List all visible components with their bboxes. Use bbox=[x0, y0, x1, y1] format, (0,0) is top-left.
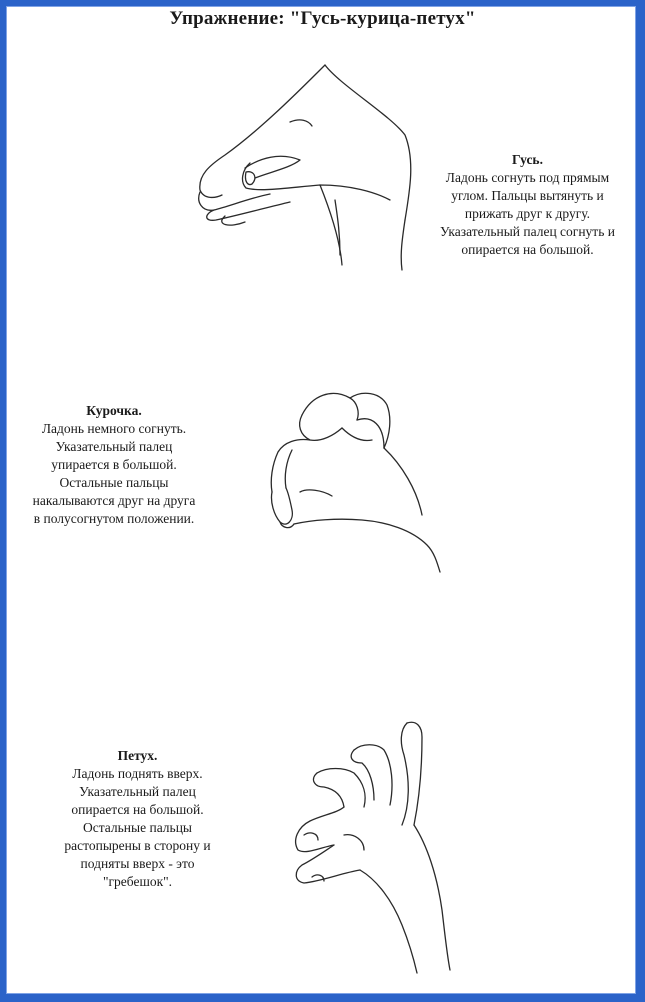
goose-line-1: Ладонь согнуть под прямым bbox=[445, 170, 610, 185]
hen-heading: Курочка. bbox=[86, 403, 142, 418]
goose-hand-drawing bbox=[190, 60, 430, 280]
rooster-line-7: "гребешок". bbox=[102, 874, 173, 889]
goose-line-5: опирается на большой. bbox=[461, 242, 594, 257]
rooster-caption bbox=[35, 747, 240, 891]
rooster-line-5: растопырены в сторону и bbox=[64, 838, 211, 853]
page-title: Упражнение: "Гусь-курица-петух" bbox=[169, 8, 476, 29]
goose-line-2: углом. Пальцы вытянуть и bbox=[451, 188, 604, 203]
hen-line-4: Остальные пальцы bbox=[59, 475, 169, 490]
hen-hand-drawing bbox=[262, 380, 447, 575]
goose-heading: Гусь. bbox=[512, 152, 543, 167]
hen-line-5: накалываются друг на друга bbox=[32, 493, 196, 508]
goose-caption bbox=[420, 151, 635, 259]
rooster-hand-drawing bbox=[282, 715, 472, 975]
hen-line-6: в полусогнутом положении. bbox=[33, 511, 195, 526]
hen-line-3: упирается в большой. bbox=[51, 457, 177, 472]
rooster-line-2: Указательный палец bbox=[79, 784, 196, 799]
goose-line-4: Указательный палец согнуть и bbox=[440, 224, 615, 239]
goose-line-3: прижать друг к другу. bbox=[464, 206, 591, 221]
hen-caption bbox=[5, 402, 223, 528]
rooster-line-6: подняты вверх - это bbox=[80, 856, 195, 871]
rooster-heading: Петух. bbox=[117, 748, 158, 763]
rooster-line-4: Остальные пальцы bbox=[83, 820, 192, 835]
rooster-line-1: Ладонь поднять вверх. bbox=[72, 766, 203, 781]
rooster-line-3: опирается на большой. bbox=[71, 802, 204, 817]
hen-line-2: Указательный палец bbox=[55, 439, 173, 454]
hen-line-1: Ладонь немного согнуть. bbox=[41, 421, 187, 436]
